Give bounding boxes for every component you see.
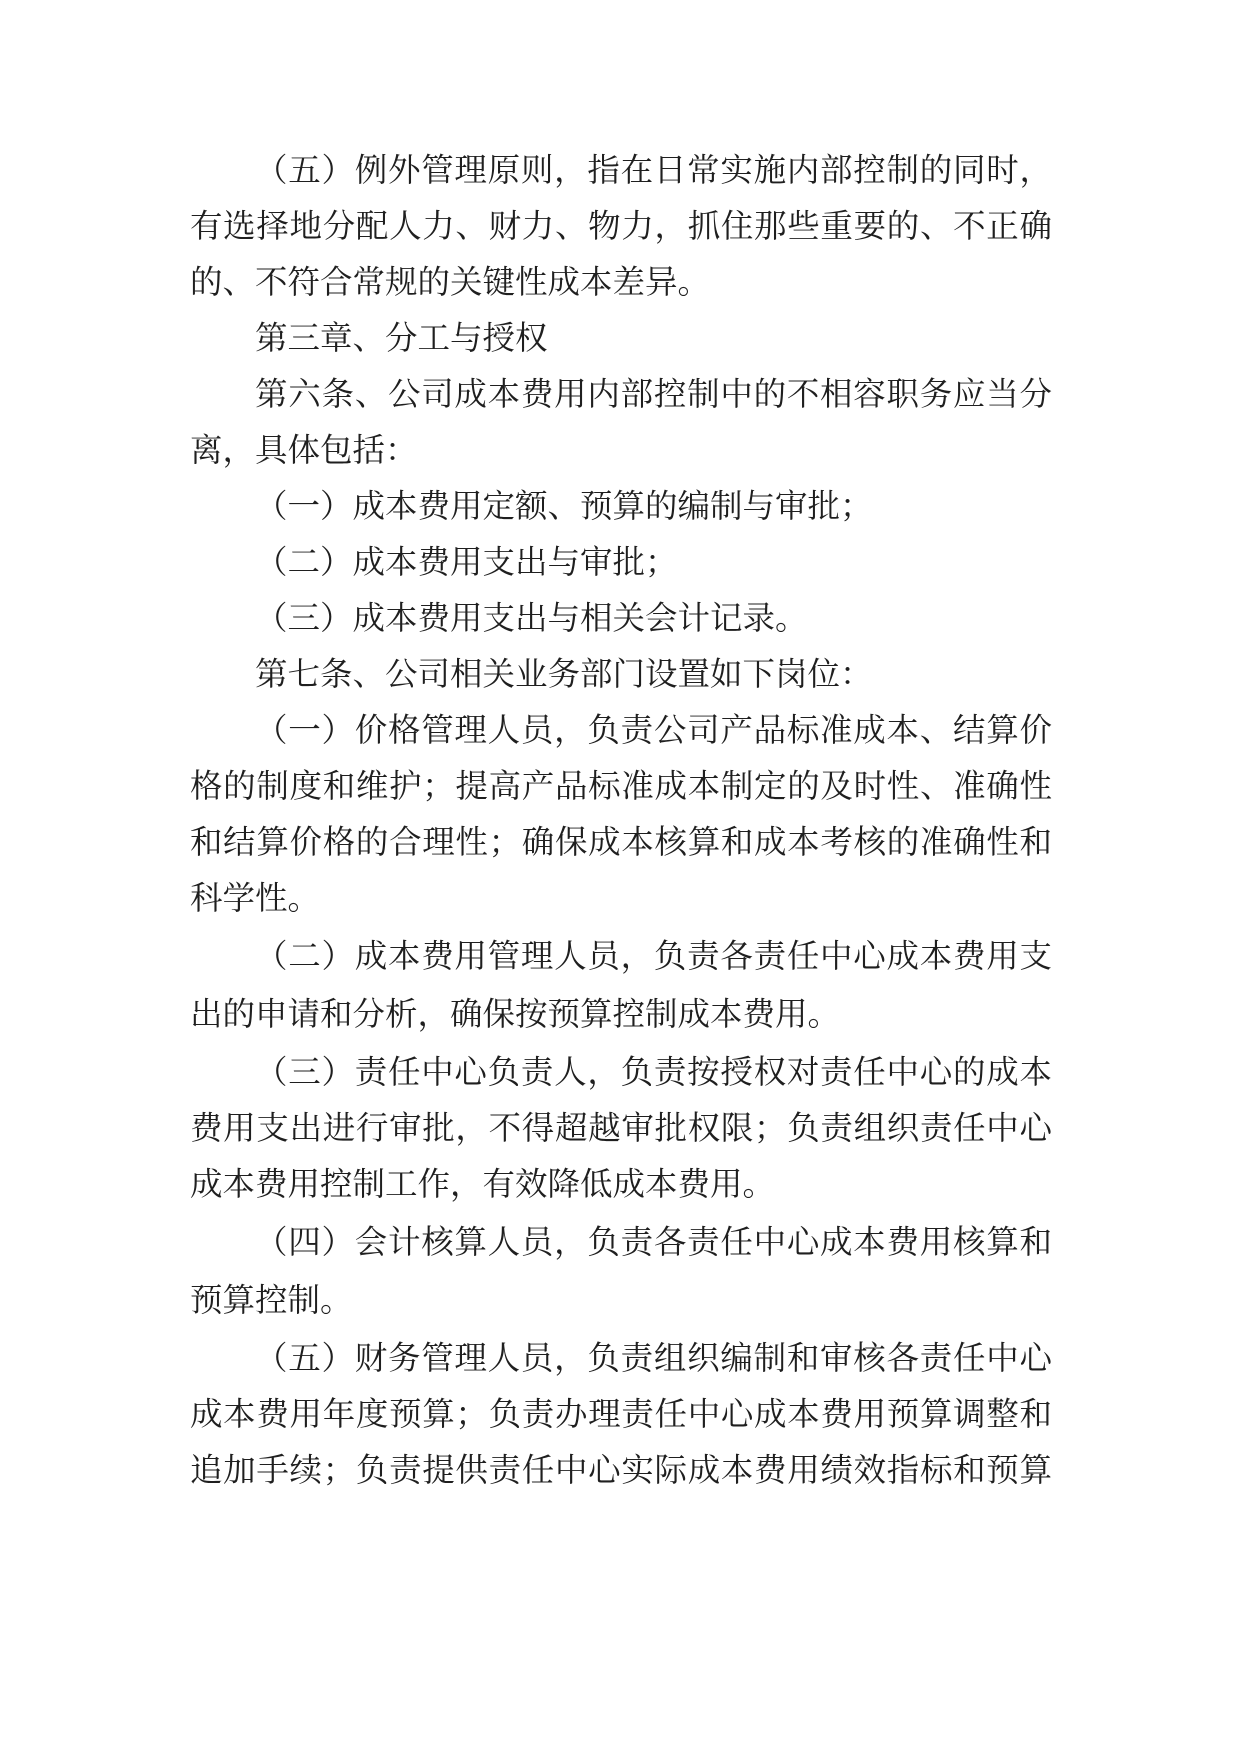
paragraph-line: 的、不符合常规的关键性成本差异。 [190,263,711,301]
list-item: （三）责任中心负责人，负责按授权对责任中心的成本 [255,1053,1052,1091]
list-item: （一）成本费用定额、预算的编制与审批； [255,487,873,525]
paragraph-line: （五）例外管理原则，指在日常实施内部控制的同时， [255,151,1052,189]
list-item: （二）成本费用管理人员，负责各责任中心成本费用支 [255,937,1052,975]
paragraph-line: 追加手续；负责提供责任中心实际成本费用绩效指标和预算 [190,1451,1052,1489]
chapter-heading: 第三章、分工与授权 [255,319,548,357]
list-item: （五）财务管理人员，负责组织编制和审核各责任中心 [255,1339,1052,1377]
paragraph-line: 格的制度和维护；提高产品标准成本制定的及时性、准确性 [190,767,1052,805]
list-item: （一）价格管理人员，负责公司产品标准成本、结算价 [255,711,1052,749]
list-item: （二）成本费用支出与审批； [255,543,678,581]
paragraph-line: 成本费用控制工作，有效降低成本费用。 [190,1165,776,1203]
paragraph-line: 离，具体包括： [190,431,418,469]
paragraph-line: 出的申请和分析，确保按预算控制成本费用。 [190,995,841,1033]
article-heading: 第七条、公司相关业务部门设置如下岗位： [255,655,873,693]
paragraph-line: 预算控制。 [190,1281,353,1319]
paragraph-line: 科学性。 [190,879,321,917]
paragraph-line: 成本费用年度预算；负责办理责任中心成本费用预算调整和 [190,1395,1052,1433]
article-heading: 第六条、公司成本费用内部控制中的不相容职务应当分 [255,375,1052,413]
paragraph-line: 有选择地分配人力、财力、物力，抓住那些重要的、不正确 [190,207,1052,245]
paragraph-line: 和结算价格的合理性；确保成本核算和成本考核的准确性和 [190,823,1052,861]
paragraph-line: 费用支出进行审批，不得超越审批权限；负责组织责任中心 [190,1109,1052,1147]
list-item: （四）会计核算人员，负责各责任中心成本费用核算和 [255,1223,1052,1261]
list-item: （三）成本费用支出与相关会计记录。 [255,599,808,637]
